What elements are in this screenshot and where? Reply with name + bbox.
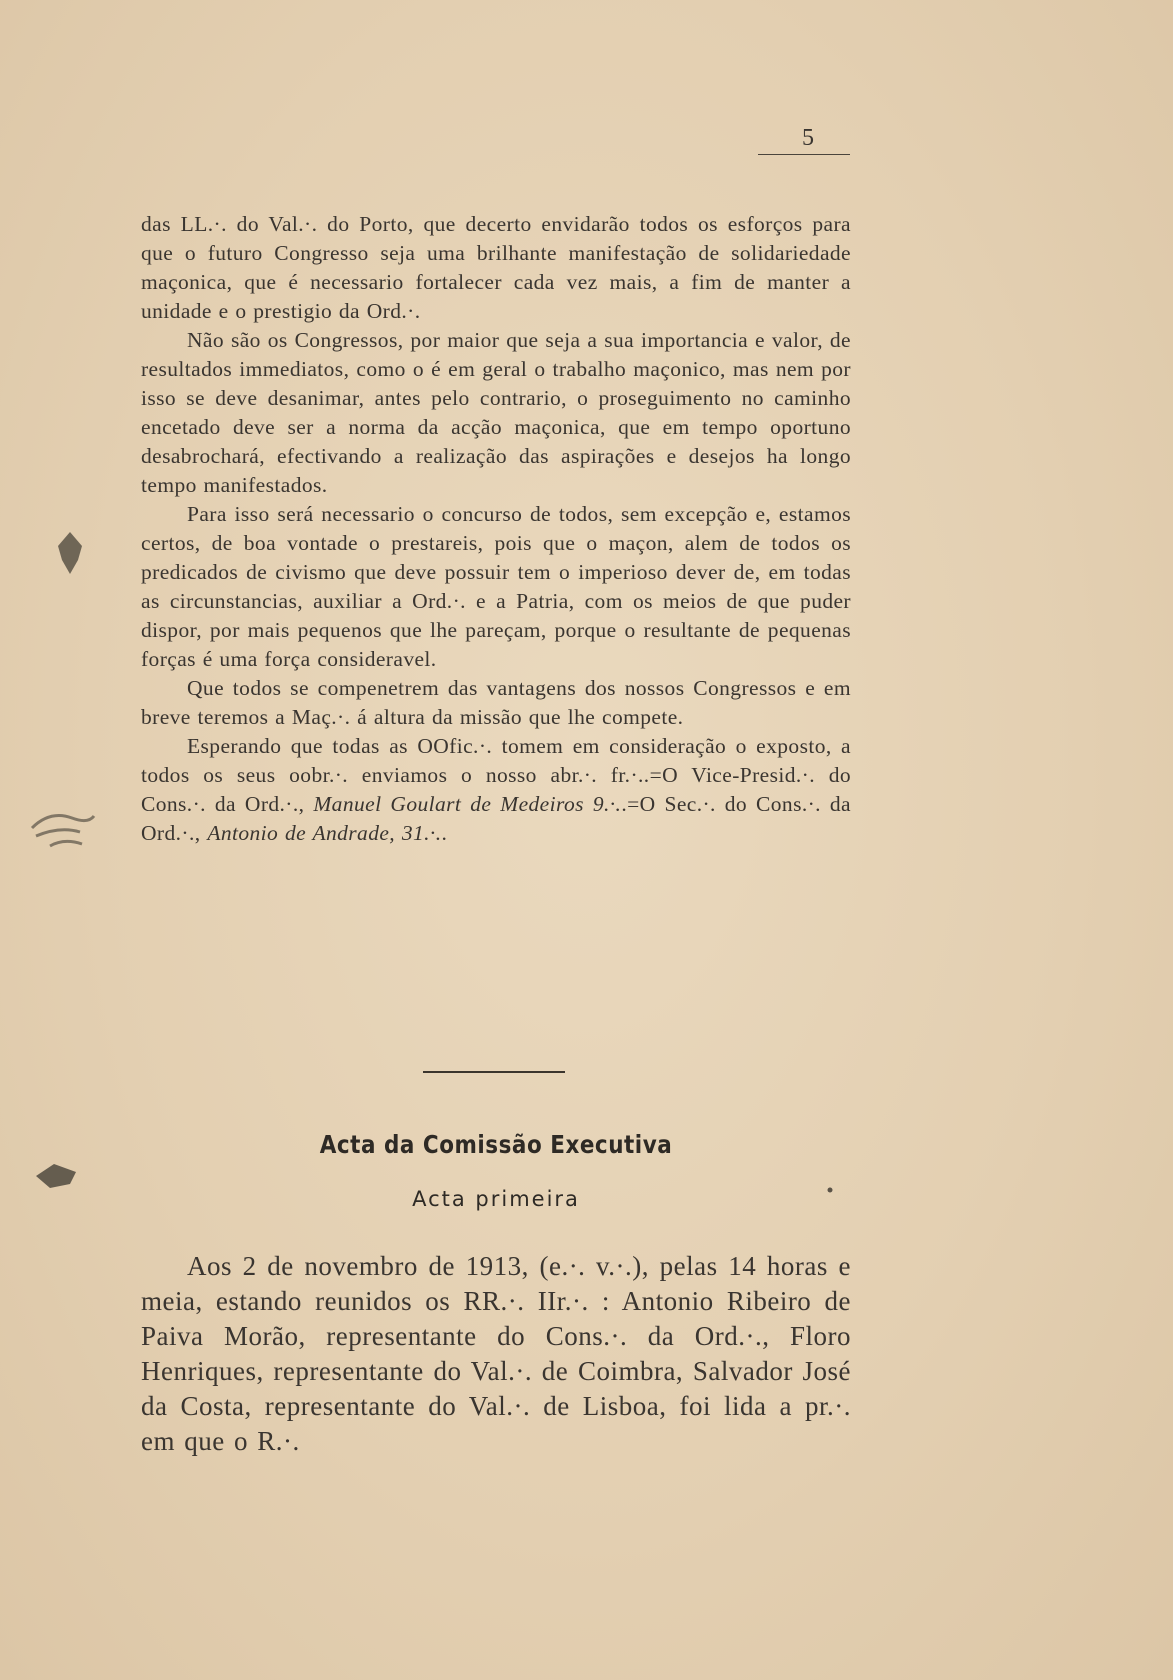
secretary-intro: .=O Sec.·. do Cons.·. da Ord.·.,: [141, 792, 851, 845]
secretary-name: Antonio de Andrade: [207, 821, 390, 845]
section-divider: [423, 1071, 565, 1073]
paragraph-closing: Esperando que todas as OOfic.·. tomem em consideração o exposto, a todos os seus oobr.·. enviamos o nosso abr.·. fr.·..=O Vice-Presid.·. do Cons.·. da Ord.·., Manuel Goulart de Medeiros 9.·..=O Sec.·. do Cons.·. da Ord.·., Antonio de Andrade, 31.·..: [141, 734, 851, 845]
vice-president-name: Manuel Goulart de Medeiros: [313, 792, 584, 816]
binding-mark-bottom: [30, 1158, 84, 1194]
paragraph-concurso: Para isso será necessario o concurso de todos, sem excepção e, estamos certos, de boa vontade o prestareis, pois que o maçon, alem de todos os predicados de civismo que deve possuir tem o imperioso dever de, em todas as circunstancias, auxiliar a Ord.·. e a Patria, com os meios de que puder dispor, por mais pequenos que lhe pareçam, porque o resultante de pequenas forças é uma força consideravel.: [141, 502, 851, 671]
paragraph-congresses: Não são os Congressos, por maior que seja a sua importancia e valor, de resultados immediatos, como o é em geral o trabalho maçonico, mas nem por isso se deve desanimar, antes pelo contrario, o proseguimento no caminho encetado deve ser a norma da acção maçonica, que em tempo oportuno desabrochará, efectivando a realização das aspirações e desejos ha longo tempo manifestados.: [141, 328, 851, 497]
closing-mark: .: [441, 821, 448, 845]
binding-mark-middle: [20, 798, 100, 858]
minutes-text: [141, 1249, 851, 1459]
page-number-header: [758, 124, 850, 155]
section-title: Acta da Comissão Executiva: [319, 1130, 673, 1159]
vice-president-degree: 9.·.: [592, 792, 622, 816]
ink-dot: [826, 1186, 834, 1194]
minutes-paragraph: Aos 2 de novembro de 1913, (e.·. v.·.), pelas 14 horas e meia, estando reunidos os RR.·. IIr.·. : Antonio Ribeiro de Paiva Morão, representante do Cons.·. da Ord.·., Floro Henriques, representante do Val.·. de Coimbra, Salvador José da Costa, representante do Val.·. de Lisboa, foi lida a pr.·. em que o R.·.: [141, 1251, 851, 1456]
subsection-title: Acta primeira: [412, 1187, 580, 1211]
page-number: 5: [802, 125, 814, 151]
page-number-rule: [758, 154, 850, 155]
binding-mark-top: [48, 528, 92, 578]
closing-text: Esperando que todas as OOfic.·. tomem em consideração o exposto, a todos os seus oobr.·. enviamos o nosso abr.·. fr.·..=O Vice-Presid.·. do Cons.·. da Ord.·.,: [141, 734, 851, 816]
paragraph-vantagens: Que todos se compenetrem das vantagens dos nossos Congressos e em breve teremos a Maç.·. á altura da missão que lhe compete.: [141, 676, 851, 729]
secretary-degree: 31.·.: [401, 821, 442, 845]
paragraph-continuation: das LL.·. do Val.·. do Porto, que decerto envidarão todos os esforços para que o futuro Congresso seja uma brilhante manifestação de solidariedade maçonica, que é necessario fortalecer cada vez mais, a fim de manter a unidade e o prestigio da Ord.·.: [141, 212, 851, 323]
body-text: [141, 210, 851, 848]
